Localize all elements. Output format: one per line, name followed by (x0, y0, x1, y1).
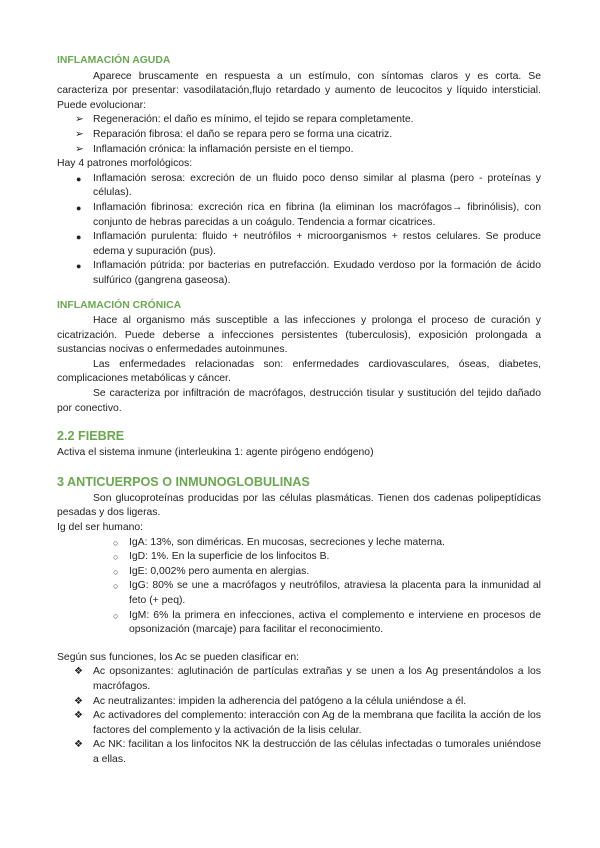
bullet-icon: ● (76, 261, 82, 272)
list-item: ❖ Ac activadores del complemento: interacción con Ag de la membrana que facilita la acción de los factores del complemento y la activación de la lisis celular. (74, 710, 541, 736)
arrow-bullet-icon: ➢ (75, 128, 84, 140)
ig-types-list (57, 536, 541, 638)
list-item: ❖ Ac NK: facilitan a los linfocitos NK la destrucción de las células infectadas o tumorales uniéndose a ellas. (74, 739, 541, 765)
ac-functions-list (57, 665, 541, 767)
circle-bullet-icon: ○ (113, 581, 119, 592)
heading-fever: 2.2 FIEBRE (57, 429, 125, 444)
document-page (57, 54, 541, 768)
list-item: ● Inflamación purulenta: fluido + neutrófilos + microorganismos + restos celulares. Se produce edema y supuración (pus). (76, 231, 541, 257)
list-item: ○ IgM: 6% la primera en infecciones, activa el complemento e interviene en procesos de opsonización (marcaje) para facilitar el reconocimiento. (113, 609, 541, 636)
arrow-bullet-icon: ➢ (75, 114, 84, 126)
heading-chronic-inflammation: INFLAMACIÓN CRÓNICA (57, 299, 182, 311)
list-item: ❖ Ac neutralizantes: impiden la adherencia del patógeno a la célula uniéndose a él. (57, 695, 541, 710)
antibodies-intro: Son glucoproteínas producidas por las células plasmáticas. Tienen dos cadenas polipeptídicas pesadas y dos ligeras. (57, 492, 541, 519)
chronic-paragraph-2: Las enfermedades relacionadas son: enfermedades cardiovasculares, óseas, diabetes, complicaciones metabólicas y cáncer. (57, 358, 541, 385)
diamond-bullet-icon: ❖ (74, 739, 83, 751)
list-item: ❖ Ac opsonizantes: aglutinación de partículas extrañas y se unen a los Ag presentándolos a los macrófagos. (74, 666, 541, 692)
circle-bullet-icon: ○ (113, 537, 119, 548)
list-item: ● Inflamación fibrinosa: excreción rica en fibrina (la eliminan los macrófagos→ fibrinólisis), con conjunto de hebras parecidas a un coágulo. Tendencia a formar cicatrices. (76, 201, 541, 228)
list-item: ○ IgA: 13%, son diméricas. En mucosas, secreciones y leche materna. (57, 536, 541, 551)
acute-outcomes-list (57, 113, 541, 157)
circle-bullet-icon: ○ (113, 610, 119, 621)
patterns-list (57, 172, 541, 289)
list-item: ○ IgD: 1%. En la superficie de los linfocitos B. (57, 550, 541, 565)
patterns-intro: Hay 4 patrones morfológicos: (57, 158, 193, 170)
list-item: ➢ Regeneración: el daño es mínimo, el tejido se repara completamente. (57, 113, 541, 128)
diamond-bullet-icon: ❖ (74, 666, 83, 678)
fever-text: Activa el sistema inmune (interleukina 1: agente pirógeno endógeno) (57, 447, 374, 459)
human-ig-label: Ig del ser humano: (57, 522, 144, 534)
acute-intro: Aparece bruscamente en respuesta a un estímulo, con síntomas claros y es corta. Se caracteriza por presentar: vasodilatación,flujo retardado y aumento de leucocitos y líquido intersticial. Puede evolucionar: (57, 70, 541, 111)
list-item: ➢ Inflamación crónica: la inflamación persiste en el tiempo. (57, 143, 541, 158)
circle-bullet-icon: ○ (113, 552, 119, 563)
bullet-icon: ● (76, 173, 82, 184)
heading-antibodies: 3 ANTICUERPOS O INMUNOGLOBULINAS (57, 474, 310, 489)
diamond-bullet-icon: ❖ (74, 695, 83, 707)
spacer (57, 638, 541, 651)
chronic-paragraph-3: Se caracteriza por infiltración de macrófagos, destrucción tisular y sustitución del tejido dañado por conectivo. (57, 388, 541, 414)
list-item: ● Inflamación pútrida: por bacterias en putrefacción. Exudado verdoso por la formación de ácido sulfúrico (gangrena gaseosa). (76, 260, 541, 286)
heading-acute-inflammation: INFLAMACIÓN AGUDA (57, 55, 171, 66)
list-item: ○ IgE: 0,002% pero aumenta en alergias. (57, 565, 541, 580)
chronic-paragraph-1: Hace al organismo más susceptible a las infecciones y prolonga el proceso de curación y cicatrización. Puede deberse a infecciones persistentes (tuberculosis), exposición prolongada a sustancias nocivas o enfermedades autoinmunes. (57, 315, 541, 356)
list-item: ○ IgG: 80% se une a macrófagos y neutrófilos, atraviesa la placenta para la inmunidad al feto (+ peq). (113, 580, 541, 606)
functions-intro: Según sus funciones, los Ac se pueden clasificar en: (57, 651, 300, 663)
list-item: ● Inflamación serosa: excreción de un fluido poco denso similar al plasma (pero - proteínas y células). (76, 172, 541, 199)
diamond-bullet-icon: ❖ (74, 710, 83, 722)
list-item: ➢ Reparación fibrosa: el daño se repara pero se forma una cicatriz. (57, 128, 541, 143)
bullet-icon: ● (76, 232, 82, 243)
arrow-bullet-icon: ➢ (75, 143, 84, 155)
circle-bullet-icon: ○ (113, 566, 119, 577)
bullet-icon: ● (76, 202, 82, 213)
